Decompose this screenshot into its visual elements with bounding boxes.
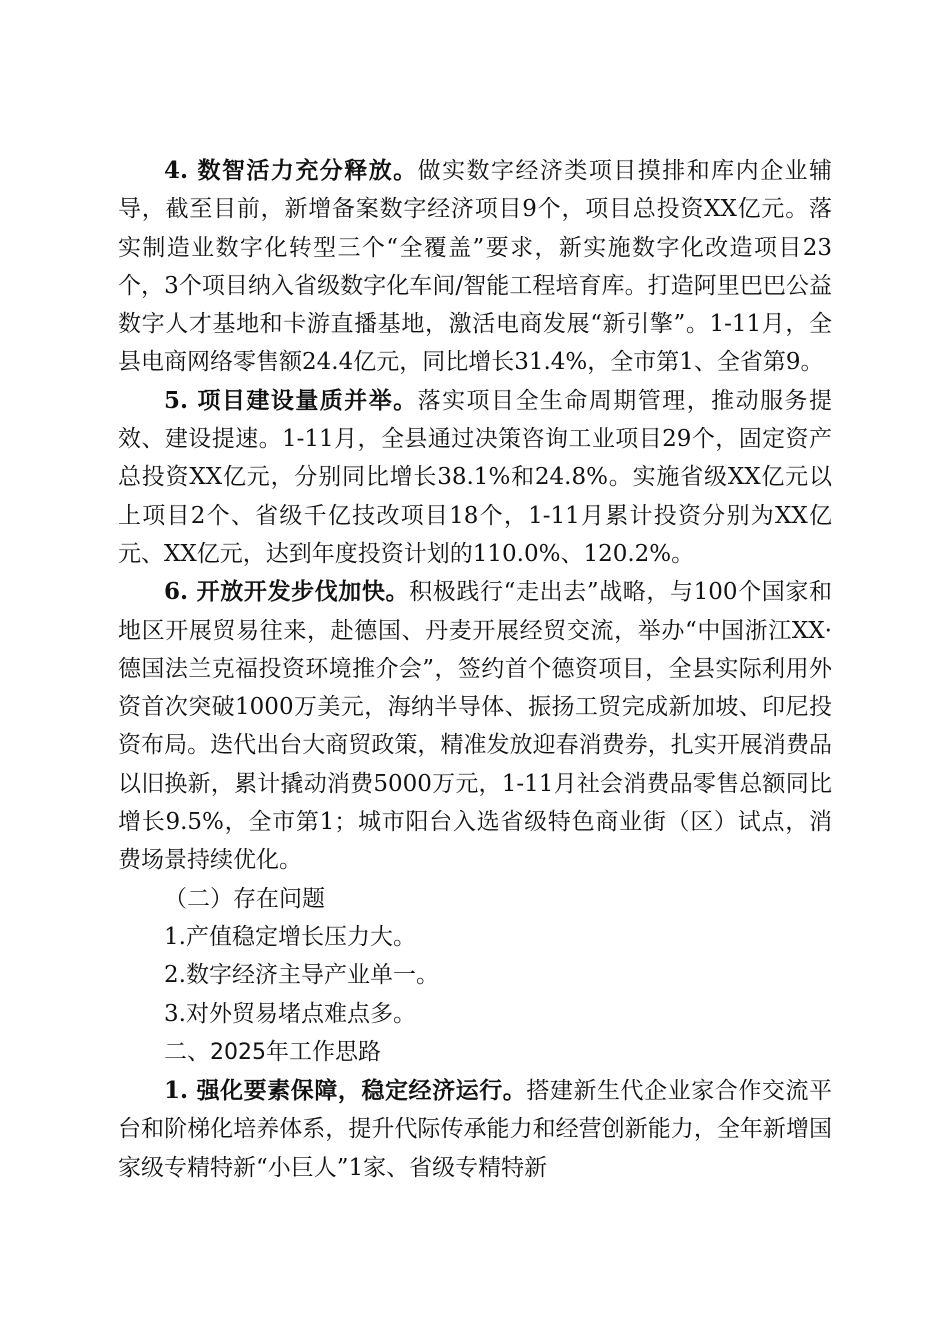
paragraph-heading: 5. 项目建设量质并举。 (164, 386, 418, 414)
paragraph-body: 做实数字经济类项目摸排和库内企业辅导，截至目前，新增备案数字经济项目9个，项目总投资XX亿元。落实制造业数字化转型三个“全覆盖”要求，新实施数字化改造项目23个，3个项目纳入省级数字化车间/智能工程培育库。打造阿里巴巴公益数字人才基地和卡游直播基地，激活电商发展“新引擎”。1-11月，全县电商网络零售额24.4亿元，同比增长31.4%，全市第1、全省第9。 (118, 158, 832, 376)
paragraph-heading: 6. 开放开发步伐加快。 (164, 578, 410, 606)
section-prefix: 二、 (164, 1038, 210, 1065)
document-page (118, 152, 832, 1187)
problem-item: 3.对外贸易堵点难点多。 (164, 1000, 416, 1027)
paragraph-guarantee (118, 1072, 832, 1187)
paragraph-projects (118, 382, 832, 573)
paragraph-digital (118, 152, 832, 382)
problem-item: 1.产值稳定增长压力大。 (164, 923, 416, 950)
paragraph-body: 搭建新生代企业家合作交流平台和阶梯化培养体系，提升代际传承能力和经营创新能力，全年新增国家级专精特新“小巨人”1家、省级专精特新 (118, 1078, 832, 1181)
problem-item: 2.数字经济主导产业单一。 (164, 962, 439, 989)
paragraph-body: 积极践行“走出去”战略，与100个国家和地区开展贸易往来，赴德国、丹麦开展经贸交流，举办“中国浙江XX·德国法兰克福投资环境推介会”，签约首个德资项目，全县实际利用外资首次突破1000万美元，海纳半导体、振扬工贸完成新加坡、印尼投资布局。迭代出台大商贸政策，精准发放迎春消费券，扎实开展消费品以旧换新，累计撬动消费5000万元，1-11月社会消费品零售总额同比增长9.5%，全市第1；城市阳台入选省级特色商业街（区）试点，消费场景持续优化。 (118, 579, 832, 874)
section-year: 2025 (210, 1039, 266, 1065)
paragraph-heading: 1. 强化要素保障，稳定经济运行。 (164, 1077, 527, 1105)
paragraph-heading: 4. 数智活力充分释放。 (164, 157, 418, 184)
section-heading (118, 1033, 832, 1072)
paragraph-body: 落实项目全生命周期管理，推动服务提效、建设提速。1-11月，全县通过决策咨询工业项目29个，固定资产总投资XX亿元，分别同比增长38.1%和24.8%。实施省级XX亿元以上项目2个、省级千亿技改项目18个，1-11月累计投资分别为XX亿元、XX亿元，达到年度投资计划的110.0%、120.2%。 (118, 387, 832, 567)
subsection-heading: （二）存在问题 (164, 885, 325, 912)
section-suffix: 年工作思路 (266, 1038, 381, 1065)
paragraph-opening (118, 573, 832, 879)
